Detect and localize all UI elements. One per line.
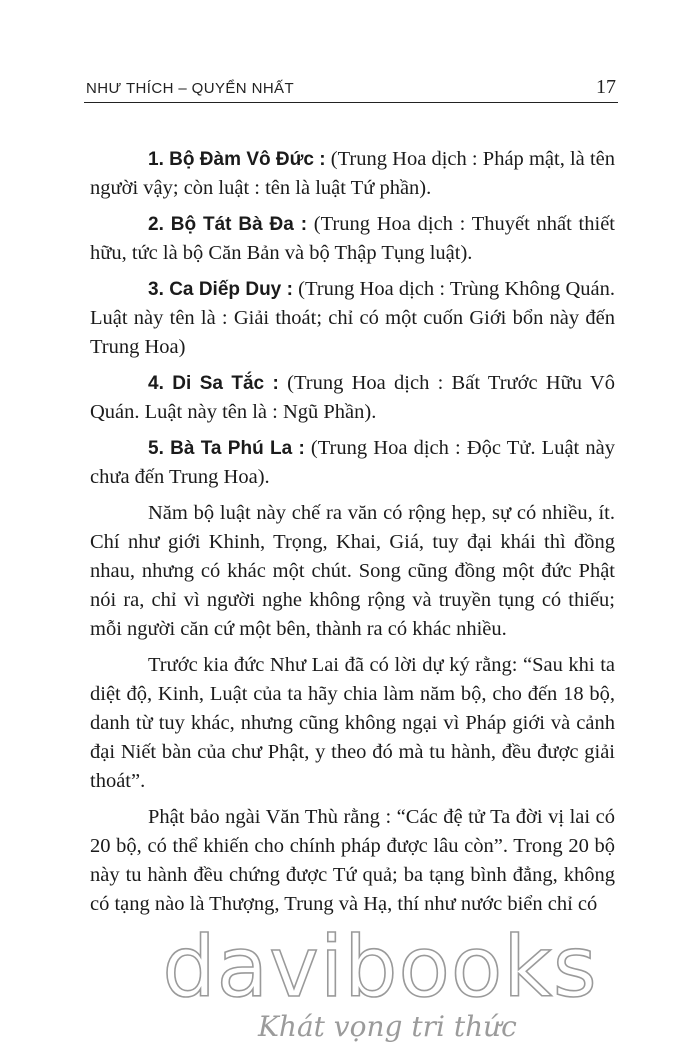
running-header-title: NHƯ THÍCH – QUYỂN NHẤT bbox=[86, 80, 295, 97]
item-text: (Trung Hoa dịch : Pháp mật, là tên người vậy; còn luật : tên là luật Tứ phần). bbox=[90, 148, 615, 199]
body-paragraph-1 bbox=[90, 499, 615, 644]
item-label: 3. Ca Diếp Duy : bbox=[148, 279, 293, 300]
item-text: (Trung Hoa dịch : Trùng Không Quán. Luật này tên là : Giải thoát; chỉ có một cuốn Giới bổn này đến Trung Hoa) bbox=[90, 278, 615, 358]
body-paragraph-2 bbox=[90, 651, 615, 796]
list-item-1 bbox=[90, 145, 615, 203]
list-item-5 bbox=[90, 434, 615, 492]
paragraph-text: Năm bộ luật này chế ra văn có rộng hẹp, sự có nhiều, ít. Chí như giới Khinh, Trọng, Khai, Giá, tuy đại khái thì đồng nhau, nhưng có khác một chút. Song cũng đồng một đức Phật nói ra, chỉ vì người nghe không rộng và truyền tụng có thiếu; mỗi người căn cứ một bên, thành ra có khác nhiều. bbox=[90, 502, 615, 640]
paragraph-text: Phật bảo ngài Văn Thù rằng : “Các đệ tử Ta đời vị lai có 20 bộ, có thể khiến cho chính pháp được lâu còn”. Trong 20 bộ này tu hành đều chứng được Tứ quả; ba tạng bình đẳng, không có tạng nào là Thượng, Trung và Hạ, thí như nước biển chỉ có bbox=[90, 806, 615, 915]
body-paragraph-3 bbox=[90, 803, 615, 919]
item-text: (Trung Hoa dịch : Độc Tử. Luật này chưa đến Trung Hoa). bbox=[90, 437, 615, 488]
running-header bbox=[84, 78, 618, 103]
item-label: 2. Bộ Tát Bà Đa : bbox=[148, 214, 308, 235]
list-item-3 bbox=[90, 275, 615, 362]
item-label: 4. Di Sa Tắc : bbox=[148, 373, 279, 394]
item-label: 5. Bà Ta Phú La : bbox=[148, 438, 305, 459]
list-item-2 bbox=[90, 210, 615, 268]
item-label: 1. Bộ Đàm Vô Đức : bbox=[148, 149, 326, 170]
page-number: 17 bbox=[596, 76, 616, 98]
list-item-4 bbox=[90, 369, 615, 427]
item-text: (Trung Hoa dịch : Thuyết nhất thiết hữu, tức là bộ Căn Bản và bộ Thập Tụng luật). bbox=[90, 213, 615, 264]
paragraph-text: Trước kia đức Như Lai đã có lời dự ký rằng: “Sau khi ta diệt độ, Kinh, Luật của ta hãy chia làm năm bộ, cho đến 18 bộ, danh từ tuy khác, nhưng cũng không ngại vì Pháp giới và cảnh đại Niết bàn của chư Phật, y theo đó mà tu hành, đều được giải thoát”. bbox=[90, 654, 615, 792]
watermark-tagline: Khát vọng tri thức bbox=[258, 1010, 517, 1043]
page-body bbox=[90, 145, 615, 919]
watermark-logo: davibooks bbox=[162, 918, 598, 1016]
item-text: (Trung Hoa dịch : Bất Trước Hữu Vô Quán. Luật này tên là : Ngũ Phần). bbox=[90, 372, 615, 423]
